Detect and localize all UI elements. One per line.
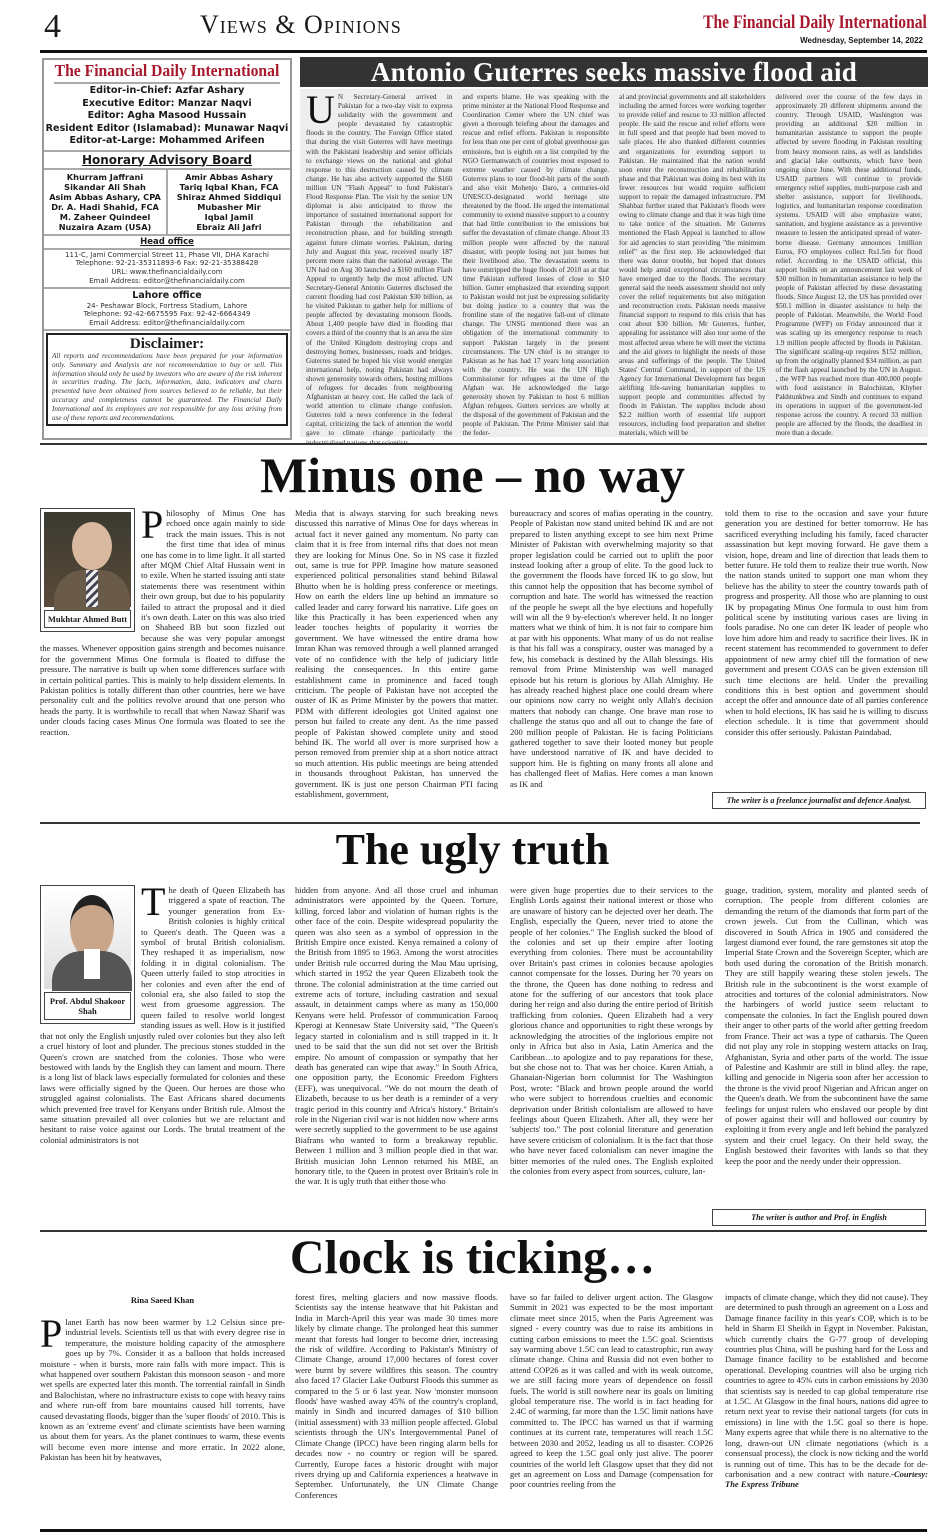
article3-headline: The ugly truth xyxy=(335,825,610,874)
address-line[interactable]: Email Address: editor@thefinancialdaily.com xyxy=(89,319,245,328)
header-rule xyxy=(40,50,927,53)
brand-name: The Financial Daily International xyxy=(703,12,927,33)
page-number: 4 xyxy=(44,8,61,45)
advisory-right xyxy=(168,170,290,234)
advisor: Nuzaira Azam (USA) xyxy=(58,221,152,232)
article2-column: bureaucracy and scores of mafias operating in the country. People of Pakistan now stand united behind IK and are not prepared to listen anything except to see him next Prime Minister of Pakistan with overwhelming majority so that proper legislation could be carried out to uplift the poor instead looking after a group of elite. To the good luck to the government the floods have forced IK to go slow, but this cannot help the opposition that has become symbol of corruption and hate. The world has witnessed the reaction of the people he swept all the bye elections and hopefully will win all the 9 by-election's wherever held. It no longer matters what we think of him. It is not fair to compare him at par with his opponents. What many of us do not realise is that his fall was a conspiracy, ouster was managed by a few, his comeback is destined by the Allah blessings. His removal from Prime Ministership was well managed episode but his return is glorious by Allah Almighty. He has already reached highest place one could dream where our opinions now carry no weight only Allah's decision matters that nobody can change. One brave man rose to challenge the status quo and all out to change the fate of 200 million people of Pakistan. He is facing Politicians gathered together to save their looted money but people have understood narrative of IK and have decided to support him. He is fighting on many fronts all alone and has challenged fleet of Mafias. Here comes a man known as IK and xyxy=(510,508,713,789)
article3-column: hidden from anyone. And all those cruel and inhuman administrators were appointed by the Queen. Torture, killing, forced labor and violation of human rights is the other face of the coin. Despite widespread popularity the queen was also seen as a symbol of oppression in the British Empire once existed. Kenya remained a colony of the British from 1895 to 1963. Among the worst atrocities under British rule occurred during the Mau Mau uprising, which started in 1952 the year Queen Elizabeth took the throne. The colonial administration at the time carried out extreme acts of torture, including castration and sexual assault, in detainment camps where as many as 150,000 Kenyans were held. Professor of communication Farooq Kperogi at Kennesaw State University said, "The Queen's legacy started in colonialism and is still trapped in it. It used to be said that the sun did not set over the British empire. No amount of compassion or sympathy that her death has generated can wipe that away." In South Africa, one opposition party, the Economic Freedom Fighters (EFF), was unequivocal. "We do not mourn the death of Elizabeth, because to us her death is a reminder of a very tragic period in this country and Africa's history." Britain's role in the Nigerian civil war is not hidden now where arms were secretly supplied to the government to be use against Biafrans who wanted to form a breakaway republic. Between 1 million and 3 million people died in that war. British musician John Lennon returned his MBE, an honorary title, to the Queen in protest over Britain's role in the war. It is ugly truth that either those who xyxy=(295,885,498,1187)
address-line[interactable]: URL: www.thefinancialdaily.com xyxy=(111,268,223,277)
article1-body xyxy=(300,89,928,437)
article3-writer-note: The writer is author and Prof. in English xyxy=(712,1209,926,1226)
editor-line: Resident Editor (Islamabad): Munawar Naqvi xyxy=(45,122,289,134)
article2-body xyxy=(295,508,928,799)
author-photo-frame xyxy=(40,508,135,632)
article2-column: told them to rise to the occasion and save your future generation you are destined for better tomorrow. He has sacrificed everything including his family, faced character assassination but kept moving forward. He gave them a vision, hope, dream and line of direction that leads them to better future. He told them to realize their true worth. Now the nation stands united to support one man whom they believe has the ability to steer the country towards path of progress and prosperity. All those who are planning to oust IK by propagating Minus One formula to oust him from political scene by instituting various cases are living in fools paradise. No one can deter IK leader of people who love him adore him and ready to sacrifice their lives. IK in recent statement has recommended to government to defer appointment of new army chief till the formation of new government and present COAS can be given extension till such time elections are held. Under the prevailing conditions this is best option and government should accept the offer and announce date of all parties conference when to hold elections, IK has said he is willing to discuss election schedule. It is time that government should consider this offer seriously. Pakistan Paindabad. xyxy=(725,508,928,737)
advisor: M. Zaheer Quindeel xyxy=(59,211,151,222)
article2-col1 xyxy=(40,502,285,808)
lahore-office-title: Lahore office xyxy=(132,289,202,301)
author-caption: Prof. Abdul Shakoor Shah xyxy=(44,992,131,1020)
masthead-title: The Financial Daily International xyxy=(54,60,280,84)
article3-column: were given huge properties due to their services to the English Lords against their national interest or those who are unaware of history can be dejected over her death. The English, especially the Queen, never tried to atone the people of her colonies." The English sucked the blood of the colonies and set up their empire after looting everything from colonies. There must be accountability over Britain's past crimes in colonies because apologies cannot compensate for the losses. During her 70 years on the throne, the Queen has done nothing to redress and atone for the suffering of our ancestors that took place during her reign and also during the entire period of British trafficking from colonies. Queen Elizabeth had a very glorious chance and opportunities to right these wrongs by acknowledging the atrocities of the inglorious empire not only in Africa but also in Asia, Latin America and the Caribbean…to apologize and to pay reparations for these, but she chose not to. That was her choice. Karen Attiah, a Ghanaian-Nigerian born columnist for The Washington Post, wrote: "Black and brown people around the world who were subject to horrendous cruelties and economic deprivation under British colonialism are allowed to have feelings about Queen Elizabeth. After all, they were her 'subjects' too." The post colonial literature and generation have severe criticism of colonialism. It is the fact that those who have never faced colonialism can never imagine the bitter memories of the ruled ones. The English exploited the colonies from every aspect from sources, culture, lan- xyxy=(510,885,713,1176)
address-line: Telephone: 92-42-6675595 Fax: 92-42-6664349 xyxy=(83,310,251,319)
article4-byline: Rina Saeed Khan xyxy=(130,1295,195,1305)
advisor: Asim Abbas Ashary, CPA xyxy=(49,191,161,202)
article2-headline: Minus one – no way xyxy=(259,447,686,503)
advisory-board-title: Honorary Advisory Board xyxy=(44,152,290,170)
article1-dropcap: U xyxy=(306,87,335,132)
editor-line: Editor-in-Chief: Azfar Ashary xyxy=(89,85,245,96)
advisor: Shiraz Ahmed Siddiqui xyxy=(176,191,282,202)
masthead-box xyxy=(42,58,292,440)
advisor: Dr. A. Hadi Shahid, FCA xyxy=(51,201,159,212)
article4-intro xyxy=(40,1311,285,1463)
address-line: 24- Peshawar Block, Fortress Stadium, Lahore xyxy=(86,301,248,310)
article1-column: al and provincial governments and all stakeholders including the armed forces were working together to provide relief and rescue to 33 million affected people. He said the rescue and relief efforts were in full speed and that people had been moved to safe places. He also thanked different countries and organizations for extending support to Pakistan. He maintained that the nation would soon enter the reconstruction and rehabilitation phase and that Pakistan was doing its best with its fewer resources but would require sufficient support to repair the damaged infrastructure. PM Shahbaz further stated that Pakistan's floods were owing to climate change and that it was high time to take notice of the situation. Mr Guterres mentioned the Flash Appeal is launched to allow for aid agencies to start providing "the minimum relief" as the first step. He acknowledged that there was donor trouble, but hoped that donors would help amid exceptional circumstances that have emerged due to the floods. The secretary general said the needs assessment should not only cover the relief requirements but also mitigation and reconstruction costs. Pakistan needs massive financial support to respond to this crisis that has cost about $30 billion. Mr Guterres, further, appealing for assistance will also tour some of the most affected areas where he will meet the victims and the aid givers to highlight the needs of those areas and sufferings of the people. The United States' Central Command, in support of the US Agency for International Development has begun airlifting life-saving humanitarian supplies to support people and communities affected by floods in Pakistan. The supplies include about $2.2 million worth of essential life support resources, including food preparation and shelter materials, which will be xyxy=(619,93,766,438)
section-rule xyxy=(40,443,927,445)
author-photo-frame xyxy=(40,885,135,1024)
advisor: Tariq Iqbal Khan, FCA xyxy=(179,181,279,192)
editor-line: Executive Editor: Manzar Naqvi xyxy=(82,97,252,109)
section-title: Views & Opinions xyxy=(200,10,402,39)
issue-date: Wednesday, September 14, 2022 xyxy=(800,36,923,45)
article3-column: guage, tradition, system, morality and planted seeds of corruption. The people from different colonies are demanding the return of the diamonds that form part of the crown jewels. Cut from the Cullinan, which was discovered in South Africa in 1905 and considered the largest diamond ever found, the rare gemstones sit atop the Imperial State Crown and the Sovereign Scepter, which are both used during the coronation of the British monarch. They are still happily wearing these stolen jewels. The British rule in the subcontinent is the worst example of atrocities and tortures of the colonial administrators. Now the harbingers of world justice seem reluctant to compensate the colonies. In fact the English poured down their anger to other parts of the world after getting freedom from France. Their act was a type of catharsis. The Queen did not play any role in stopping western attacks on Iraq, Afghanistan, Syria and other parts of the world. The issue of Palestine and Kashmir are still in blind alley. the rape, killing and genocide in Nigeria soon after her accession to the throne is the vivid proof Nigerian and African anger on the Queen's death. We from the subcontinent have the same feelings for unjust rulers who enslaved our people by dint of power against their will and hollowed our country by exploiting it from every angle and left behind the paralyzed system and their cruel legacy. On their held sway, the English bestowed their favorites with lands so that they keep the poor and the needy under their oppression. xyxy=(725,885,928,1166)
address-line: Telephone: 92-21-35311893-6 Fax: 92-21-35388428 xyxy=(75,259,259,268)
author-photo xyxy=(44,889,131,989)
disclaimer-title: Disclaimer: xyxy=(129,336,205,353)
article4-body xyxy=(295,1292,928,1528)
article2-dropcap: P xyxy=(141,502,164,547)
advisory-board xyxy=(44,170,290,236)
author-photo xyxy=(44,512,131,607)
article4-dropcap: P xyxy=(40,1311,63,1356)
article4-col1 xyxy=(40,1292,285,1528)
advisor: Ebraiz Ali Jafri xyxy=(196,221,262,232)
author-caption: Mukhtar Ahmed Butt xyxy=(44,610,131,628)
article2-intro-text: hilosophy of Minus One has echoed once again mainly to side track the main issues. This is not the first time that idea of minus one has come in to lime light. It all started after MQM Chief Altaf Hussain went in to exile. When he started issuing anti state statements there was resentment within their own group, but due to his popularity failed to attract the proposal and it died it's own death. Later on this was also tried on Shaheed BB but soon fizzled out because she was very popular amongst the masses. Whenever opposition gains strength and becomes nuisance for the government Minus One formula is floated to diffuse the pressure. The narrative is built up when some differences surface with in certain political parties. This is mainly to help dissident elements. In Pakistan politics is totally different than other countries, here we have personality cult and the politics revolve around that one person who heads the party. It is worthwhile to recall that when Nawaz Sharif was under clouds facing cases Minus One formula was floated to see the reaction. xyxy=(40,508,285,737)
editor-line: Editor: Agha Masood Hussain xyxy=(87,110,247,121)
advisor: Amir Abbas Ashary xyxy=(185,171,273,182)
article1-column: and experts blame. He was speaking with the prime minister at the National Flood Response and Coordination Center where the UN chief was given a thorough briefing about the damages and rescue and relief efforts. Pakistan is responsible for less than one per cent of global greenhouse gas emissions, but is eighth on a list compiled by the NGO Germanwatch of countries most exposed to extreme weather caused by climate change. Guterres plans to tour flood-hit parts of the south and also visit Mohenjo Daro, a centuries-old UNESCO-designated world heritage site threatened by the flood. He urged the international community to extend massive support to a country that had little contribution to the emissions but suffer the devastation of climate change. About 33 million people were affected by the natural disaster, with people losing not just homes but their livelihood also. The devastation seems to have outstripped the huge floods of 2010 as at that time Pakistan suffered losses of close to $10 billion. Gutter emphasized that extending support to Pakistan would not just be expressing solidarity but doing justice to a country that was the frontline state of the negative fall-out of climate change. The UNSG mentioned there was an obligation of the international community to support Pakistan largely in the present circumstances. The UN chief is no stranger to Pakistan as he has had 17 years long association with the country. He was the UN High Commissioner for refugees at the time of the Afghan war. He acknowledged the large generosity shown by Pakistan to host 6 million Afghan refugees. Gutters services are wholly at the disposal of the government of Pakistan and the people of Pakistan. The Prime Minister said that the feder- xyxy=(462,93,609,438)
lahore-office-address xyxy=(44,301,290,331)
article2-column: Media that is always starving for such breaking news discussed this narrative of Minus One for days whereas in actual fact it never gained any momentum. No party can claim that it is free from internal rifts that does not mean they are looking for Minus One. So in NS case it fizzled out, same is true for PPP. Imagine how mature seasoned experienced political personalities stand behind Bilawal Bhutto when he is holding press conference or meetings. How on earth the elders line up behind an immature so called leader and carry forward his narrative. Life goes on like this Practically it has been experienced when any leader touches heights of popularity it worries the government. We have witnessed the entire drama how Imran Khan was removed through a well planned arranged vote of no confidence with the help of judiciary little realising the consequences. In this entire game establishment came in prominence and faced tough criticism. The people of Pakistan have not accepted the ouster of IK as Prime Minister by the powers that matter. PDM with different ideologies got United against one person but failed to create any dent. As the time passed people of Pakistan showed complete unity and stood behind IK. The world all over is more surprised how a person removed from premier ship at a short notice attract so much attention. His public meetings are being attended in thousands throughout Pakistan, has unnerved the government. IK is just one person Chairman PTI facing establishment, government, xyxy=(295,508,498,799)
article1-column: delivered over the course of the few days in approximately 20 different shipments around the country. Through USAID, Washington was providing an additional $20 million in humanitarian assistance to support the people affected by severe flooding in Pakistan resulting from heavy monsoon rains, as well as landslides and glacial lake outbursts, which have been ongoing since June. With these additional funds, USAID partners will continue to provide emergency relief supplies, multi-purpose cash and shelter assistance, support for livelihoods, logistics, and humanitarian response coordination systems. USAID will also emphasize water, sanitation, and hygiene assistance as a preventive measure to lessen the anticipated spread of water-borne disease. Germany announces 1million Euros, FO employees collect Rs1.5m for flood relief. According to the USAID official, this support builds on an announcement last week of $30 million in humanitarian assistance to help the people of Pakistan affected by these devastating floods. Since August 12, the US has provided over $50.1 million in disaster assistance to help the people of Pakistan. Meanwhile, the World Food Programme (WFP) on Friday announced that it was scaling up its emergency response to reach 1.9 million people affected by floods in Pakistan. The significant scaling-up requires $152 million, up from the originally planned $34 million, as part of the flash appeal launched by the UN in August. , the WFP has reached more than 400,000 people with food assistance in Balochistan, Khyber Pakhtunkhwa and Sindh and continues to expand its operations in support of the government-led response across the country. A record 33 million people are affected by the floods, the deadliest in more than a decade. xyxy=(775,93,922,438)
editor-line: Editor-at-Large: Mohammed Arifeen xyxy=(69,135,265,146)
editors-list xyxy=(44,84,290,152)
article4-intro-text: lanet Earth has now been warmer by 1.2 Celsius since pre-industrial levels. Scientists tell us that with every degree rise in temperature, the moisture holding capacity of the atmosphere goes up by 7%. Consider it as a balloon that holds increased moisture - when it bursts, more rain falls with more impact. This is what happened over southern Pakistan this monsoon season - and more wet spells are expected later this month. The torrential rainfall in Sindh and Balochistan, where no infrastructure exists to cope with heavy rains and where run-off from bare mountains caused hill torrents, have caused devastating floods, bigger than the 'super floods' of 2010. This is known as an 'extreme event' and climate scientists have been warning us about them for years. As the planet continues to warm, these events will become even more intense and more erratic. In 2022 alone, Pakistan has been hit by heatwaves, xyxy=(40,1317,285,1463)
article1-text: N Secretary-General arrived in Pakistan for a two-day visit to express solidarity with the government and people devastated by catastrophic floods in the country. The Foreign Office stated that during the visit Guterres will have meetings with the Pakistani leadership and senior officials to exchange views on the national and global response to this destruction caused by climate change. He has also actively supported the $160 million UN "Flash Appeal" to fund Pakistan's Flood Response Plan. The visit by the senior UN diplomat is also anticipated to throw the importance of sustained international support for Pakistan through the rehabilitation and reconstruction phase, and for building strength against future climate worries. Pakistan, during July and August this year, received nearly 187 percent more rains than the national average. The UN had on Aug 30 launched a $160 million Flash Appeal to urgently help the most affected. UN Secretary-General Antonio Guterres disclosed the current flooding had cost Pakistan $30 billion, as he visited Pakistan to gather help for millions of people affected by devastating monsoon floods. About 1,400 people have died in flooding that covers a third of the country that is an area the size of the United Kingdom destroying crops and destroying homes, businesses, roads and bridges. Guterres stated he hoped his visit would energize international help, noting Pakistan had always shown generosity towards others, hosting millions of refugees for decades from neighbouring Afghanistan at heavy cost. He called the lack of world attention to climate change confusion. Guterres told a news conference in the federal capital, criticizing the lack of attention the world gave to climate change particularly the xyxy=(306,93,453,438)
article4-column: forest fires, melting glaciers and now massive floods. Scientists say the intense heatwave that hit Pakistan and India in March-April this year was made 30 times more likely by climate change. The prolonged heat this summer meant that forests had longer to become drier, increasing the risk of wildfire. According to Pakistan's Ministry of Climate Change, around 17,000 hectares of forest cover were burnt by severe wildfires this season. The country also faced 17 Glacier Lake Outburst Floods this summer as compared to the 5 or 6 last year. Now 'monster monsoon floods' have washed away 45% of the country's cropland, mainly in Sindh and incurred damages of $10 billion (initial assessment) with 33 million people affected. Global scientists through the UN's Intergovernmental Panel of Climate Change (IPCC) have been ringing alarm bells for decades now - no country or region will be spared. Currently, Europe faces a historic drought with major rivers drying up and California experiences a heatwave in September. Unfortunately, the UN Climate Change Conferences xyxy=(295,1292,498,1500)
article4-courtesy: -Courtesy: The Express Tribune xyxy=(725,1468,928,1490)
article3-col1 xyxy=(40,879,285,1210)
advisor: Mubasher Mir xyxy=(197,201,261,212)
article4-column xyxy=(725,1292,928,1528)
head-office-title: Head office xyxy=(44,236,290,250)
article4-column: have so far failed to deliver urgent action. The Glasgow Summit in 2021 was expected to be the most important climate meet since 2015, when the Paris Agreement was signed - every country was due to raise its ambitions in cutting carbon emissions to meet the 1.5C goal. Scientists say warming above 1.5C can lead to catastrophic, run away climate change. China and Russia did not even bother to attend COP26 as it was called and with its weak outcome, we are still facing more years of dependence on fossil fuels. The world is still nowhere near its goals on limiting global temperature rise. The world is in fact heading for 2.4C of warming, far more than the 1.5C limit nations have committed to. The IPCC has warned us that if warming continues at its current rate, temperatures will reach 1.5C between 2030 and 2052, leading us all to disaster. COP26 agreed to keep the 1.5C goal only just alive. The poorer countries of the world left Glasgow upset that they did not get an agreement on Loss and Damage (compensation for poor countries reeling from the xyxy=(510,1292,713,1490)
article1-column xyxy=(306,87,453,438)
article3-dropcap: T xyxy=(141,879,166,924)
advisor: Iqbal Jamil xyxy=(204,211,254,222)
article4-headline: Clock is ticking… xyxy=(289,1231,656,1284)
advisor: Sikandar Ali Shah xyxy=(64,181,146,192)
article2-writer-note: The writer is a freelance journalist and defence Analyst. xyxy=(712,792,926,809)
article3-intro-text: he death of Queen Elizabeth has triggered a spate of reaction. The younger generation from Ex-British colonies is highly critical to Queen's death. The Queen was a symbol of brutal British colonialism. They reshaped it as imperialism, now folding it in digital colonialism. The Queen utterly failed to stop atrocities in her colonies and even after the end of colonial era, she also failed to stop the west from gruesome aggression. The queen failed to resolve world longest standing issues as well. How is it justified that not only the English unjustly ruled over colonies but they also left a cruel history of loot and plunder. The precious stones studded in the Queen's crown are snatched from the colonies. Those who were bestowed with lands by the English they can lament and mourn. There is a long list of black laws especially formulated for colonies and these laws were officially signed by the Queen. Our heroes are those who struggled against colonialists. The East Africans shared documents which prevented free travel for Kenyans under British rule. Almost the same situation prevailed all over colonies but we are reluctant and hesitant to raise voice against our Lords. The brutal treatment of the colonial administrators is not xyxy=(40,885,285,1145)
disclaimer-box xyxy=(46,333,288,426)
address-line[interactable]: Email Address: editor@thefinancialdaily.com xyxy=(89,276,245,285)
advisor: Khurram Jaffrani xyxy=(66,171,144,182)
article3-body xyxy=(295,885,928,1187)
article1-headline: Antonio Guterres seeks massive flood aid xyxy=(300,57,928,87)
head-office-address xyxy=(44,250,290,289)
advisory-left xyxy=(44,170,168,234)
article4-text: impacts of climate change, which they did not cause). They are determined to push through an agreement on a Loss and Damage finance facility in this year's COP, which is to be held in Sharm El Sheikh in Egypt in November. Pakistan, which currently chairs the G-77 group of developing countries plus China, will be pushing hard for the Loss and Damage finance facility to be established and become operational. Developing countries will also be urging rich countries to agree to 45% cuts in carbon emissions by 2030 that scientists say is needed to cap global temperature rise at 1.5C. At Glasgow in the final hours, nations did agree to return next year to revise their national targets (for cuts in emissions) in line with the 1.5C goal so there is hope. Many experts agree that while there is no alternative to the long, drawn-out UN climate negotiations (which is a consensual process), the clock is now ticking and the world is running out of time. This has to be the decade for de-carbonisation and a new contract with nature. xyxy=(725,1292,928,1479)
address-line: 111-C, Jami Commercial Street 11, Phase VII, DHA Karachi xyxy=(65,250,269,259)
disclaimer-text: All reports and recommendations have been prepared for your information only. Summary and Analysis are not recommendation to buy or sell. This information should only be used by investors who are aware of the risk inherent in securities trading. The facts, information, data, indicators and charts presented have been obtained from sources believed to be reliable, but their accuracy and completeness cannot be guaranteed. The Financial Daily International and its employees are not responsible for any loss arising from use of these reports and recommendations. xyxy=(52,352,282,422)
